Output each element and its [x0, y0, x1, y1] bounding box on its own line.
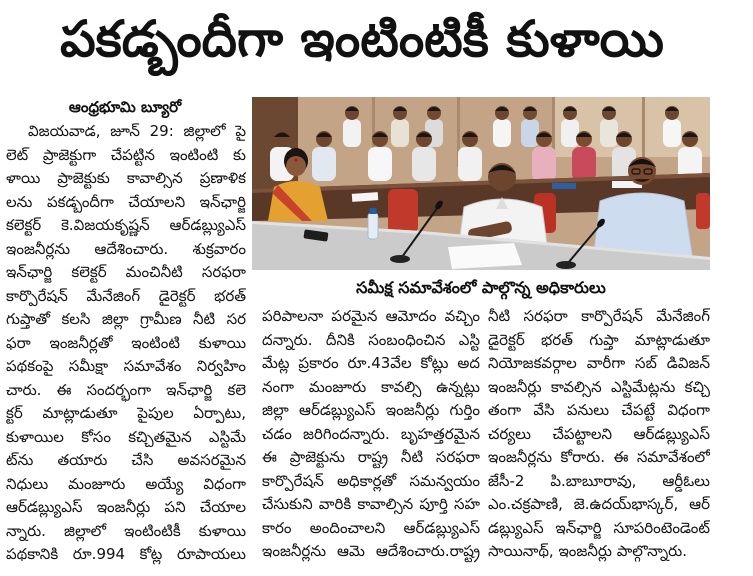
- article-line: ఈ ప్రాజెక్టును రాష్ట్ర నీటి సరఫరా: [262, 448, 480, 466]
- red-chair: [696, 193, 710, 229]
- article-column-1: [6, 120, 246, 567]
- article-line: దన్నారు. దీనికి సంబంధించిన ఎస్టి: [262, 330, 480, 349]
- article-line: లెట్ ప్రాజెక్టుగా చేపట్టిన ఇంటింటి కు: [6, 145, 246, 164]
- meeting-photo: [252, 97, 710, 270]
- article-line: క్టర్ మాట్లాడుతూ పైపుల ఏర్పాటు,: [6, 404, 246, 422]
- paper-sheet: [448, 243, 522, 269]
- article-line: చడం జరిగిందన్నారు. బృహత్తరమైన: [262, 424, 480, 443]
- article-line: నిధులు మంజూరు అయ్యే విధంగా: [6, 474, 246, 493]
- article-line: కలెక్టర్ కె.విజయకృష్ణన్ ఆర్‌డబ్ల్యుఎస్: [6, 216, 246, 234]
- article-line: చారు. ఈ సందర్భంగా ఇన్‌ఛార్జి కలె: [6, 380, 246, 399]
- article-line: చేసుకుని వారికి కావాల్సిన పూర్తి సహ: [262, 495, 480, 513]
- article-line: తంగా వేసి పనులు చేపట్టే విధంగా: [488, 401, 710, 419]
- article-line: చర్యలు చేపట్టాలని ఆర్‌డబ్ల్యుఎస్: [488, 424, 710, 443]
- article-line: జిల్లా ఆర్‌డబ్ల్యుఎస్ ఇంజనీర్లు గుర్తిం: [262, 401, 480, 419]
- article-line: లను పకడ్బందీగా చేయాలని ఇన్‌ఛార్జి: [6, 192, 246, 211]
- attendee-back-row: [391, 106, 409, 147]
- red-chair: [388, 189, 418, 233]
- article-line: విజయవాడ, జూన్ 29: జిల్లాలో పై: [28, 122, 246, 140]
- article-line: ళాయి ప్రాజెక్టుకు కావాల్సిన ప్రణాళిక: [6, 169, 246, 187]
- meeting-photo-illustration: [252, 97, 710, 270]
- article-line: ఫరా ఇంజనీర్లతో ఇంటింటి కుళాయి: [6, 333, 246, 352]
- article-column-2: [262, 305, 480, 564]
- article-line: కారం అందించాలని ఆర్‌డబ్ల్యుఎస్: [262, 518, 480, 537]
- article-line: పథకానికి రూ.994 కోట్ల రూపాయలు: [6, 545, 246, 563]
- article-line: డబ్ల్యుఎస్ ఇన్‌ఛార్జి సూపరింటెండెంట్: [488, 518, 710, 537]
- article-line: ఇంజనీర్లను ఆదేశించారు. శుక్రవారం: [6, 239, 246, 258]
- attendee-back-row: [600, 106, 618, 147]
- article-line: నియోజకవర్గాల వారీగా సబ్ డివిజన్: [488, 354, 710, 372]
- article-line: ట్‌ను తయారు చేసి అవసరమైన: [6, 451, 246, 469]
- article-line: గుప్తాతో కలసి జిల్లా గ్రామీణ నీటి సర: [6, 310, 246, 328]
- article-line: నంగా మంజూరు కావల్సి ఉన్నట్లు: [262, 377, 480, 396]
- article-line: ఇంజనీర్లను ఆమె ఆదేశించారు.రాష్ట్ర: [262, 542, 480, 560]
- article-line: ఎం.చక్రపాణి, జె.ఉదయ్‌భాస్కర్, ఆర్: [488, 495, 710, 513]
- article-line: నీటి సరఫరా కార్పొరేషన్ మేనేజింగ్: [488, 307, 710, 325]
- article-line: పరిపాలనా పరమైన ఆమోదం వచ్చిం: [262, 307, 480, 325]
- article-line: మేట్ల ప్రకారం రూ.43వేల కోట్లు అద: [262, 354, 480, 372]
- article-line: కుళాయిల కోసం కచ్చితమైన ఎస్టిమే: [6, 427, 246, 446]
- article-line: కార్పొరేషన్ మేనేజింగ్ డైరెక్టర్ భరత్: [6, 286, 246, 305]
- article-line: ఇన్‌ఛార్జి కలెక్టర్ మంచినీటి సరఫరా: [6, 263, 246, 281]
- article-line: న్నారు. జిల్లాలో ఇంటింటికీ కుళాయి: [6, 521, 246, 540]
- file-folder: [552, 183, 576, 189]
- article-column-3: [488, 305, 710, 564]
- attendee-back-row: [493, 106, 511, 147]
- article-line: ఆర్‌డబ్ల్యుఎస్ ఇంజనీర్లు పని చేయాల: [6, 498, 246, 516]
- attendee-back-row: [343, 106, 361, 147]
- photo-caption: సమీక్ష సమావేశంలో పాల్గొన్న అధికారులు: [356, 278, 606, 297]
- byline: ఆంధ్రభూమి బ్యూరో: [68, 98, 182, 116]
- article-line: ఇంజనీర్లను కోరారు. ఈ సమావేశంలో: [488, 448, 710, 466]
- article-line: సాయినాథ్, ఇంజనీర్లు పాల్గొన్నారు.: [488, 542, 687, 560]
- article-line: జేసీ-2 పి.బాబూరావు, ఆర్డీఓలు: [488, 471, 710, 490]
- article-line: పథకంపై సమీక్షా సమావేశం నిర్వహిం: [6, 357, 246, 375]
- article-line: డైరెక్టర్ భరత్ గుప్తా మాట్లాడుతూ: [488, 330, 710, 349]
- headline: పకడ్బందీగా ఇంటింటికీ కుళాయి: [60, 10, 664, 68]
- article-line: కార్పొరేషన్ అధికార్లతో సమన్వయం: [262, 471, 480, 490]
- article-line: ఇంజనీర్లు కావల్సిన ఎస్టిమేట్లను కచ్చి: [488, 377, 710, 396]
- water-bottle: [368, 208, 378, 239]
- attendee-back-row: [663, 106, 681, 147]
